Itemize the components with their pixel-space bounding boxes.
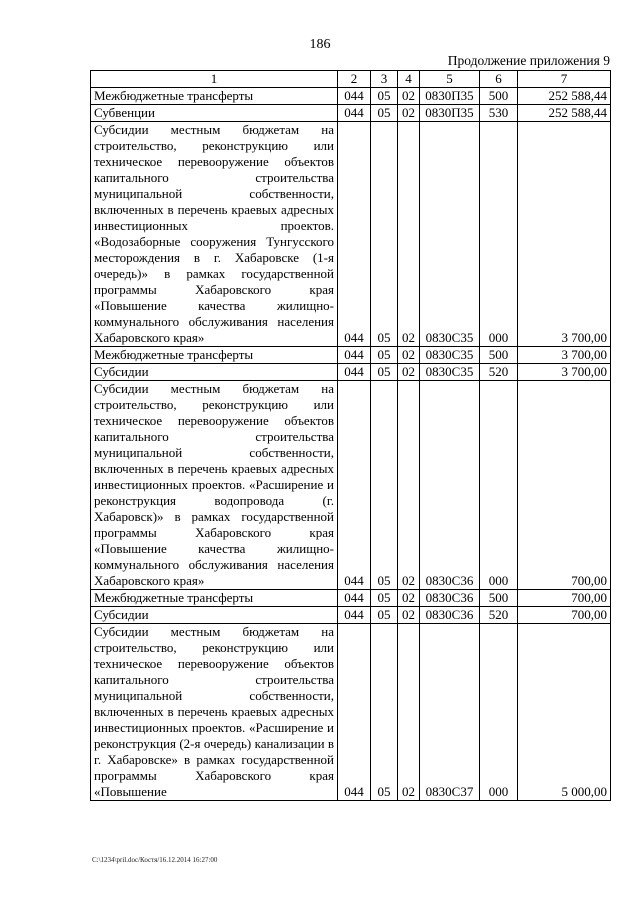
row-name-cell: Межбюджетные трансферты bbox=[91, 590, 338, 607]
target-article-cell: 0830С35 bbox=[420, 347, 480, 364]
column-header: 5 bbox=[420, 71, 480, 88]
table-row bbox=[91, 105, 611, 122]
table-row bbox=[91, 347, 611, 364]
expense-type-cell: 520 bbox=[480, 607, 518, 624]
subsection-code-cell: 02 bbox=[398, 381, 420, 590]
table-header-row bbox=[91, 71, 611, 88]
subsection-code-cell: 02 bbox=[398, 122, 420, 347]
expense-type-cell: 000 bbox=[480, 624, 518, 801]
target-article-cell: 0830С35 bbox=[420, 122, 480, 347]
row-name-cell: Субсидии местным бюджетам на строительство, реконструкцию или техническое перевооружение объектов капитального строительства муниципальной собственности, включенных в перечень краевых адресных инвестиционных проектов. «Водозаборные сооружения Тунгусского месторождения в г. Хабаровске (1-я очередь)» в рамках государственной программы Хабаровского края «Повышение качества жилищно-коммунального обслуживания населения Хабаровского края» bbox=[91, 122, 338, 347]
amount-cell: 3 700,00 bbox=[518, 364, 611, 381]
row-name-cell: Субсидии bbox=[91, 364, 338, 381]
section-code-cell: 05 bbox=[371, 624, 398, 801]
row-name-cell: Субсидии местным бюджетам на строительство, реконструкцию или техническое перевооружение объектов капитального строительства муниципальной собственности, включенных в перечень краевых адресных инвестиционных проектов. «Расширение и реконструкция (2-я очередь) канализации в г. Хабаровске» в рамках государственной программы Хабаровского края «Повышение bbox=[91, 624, 338, 801]
subsection-code-cell: 02 bbox=[398, 347, 420, 364]
amount-cell: 700,00 bbox=[518, 590, 611, 607]
continuation-note: Продолжение приложения 9 bbox=[447, 53, 610, 68]
row-name-cell: Межбюджетные трансферты bbox=[91, 347, 338, 364]
expense-type-cell: 500 bbox=[480, 88, 518, 105]
page-number: 186 bbox=[309, 37, 331, 52]
footer-file-path: C:\1234\pril.doc/Костя/16.12.2014 16:27:00 bbox=[92, 856, 218, 864]
grbs-code-cell: 044 bbox=[338, 347, 371, 364]
table-row bbox=[91, 122, 611, 347]
grbs-code-cell: 044 bbox=[338, 364, 371, 381]
section-code-cell: 05 bbox=[371, 364, 398, 381]
column-header: 4 bbox=[398, 71, 420, 88]
subsection-code-cell: 02 bbox=[398, 364, 420, 381]
amount-cell: 5 000,00 bbox=[518, 624, 611, 801]
table-row bbox=[91, 364, 611, 381]
amount-cell: 252 588,44 bbox=[518, 88, 611, 105]
target-article-cell: 0830П35 bbox=[420, 88, 480, 105]
subsection-code-cell: 02 bbox=[398, 105, 420, 122]
expense-type-cell: 000 bbox=[480, 122, 518, 347]
section-code-cell: 05 bbox=[371, 347, 398, 364]
column-header: 6 bbox=[480, 71, 518, 88]
row-name-cell: Межбюджетные трансферты bbox=[91, 88, 338, 105]
table-row bbox=[91, 624, 611, 801]
target-article-cell: 0830С36 bbox=[420, 607, 480, 624]
column-header: 7 bbox=[518, 71, 611, 88]
row-name-cell: Субсидии bbox=[91, 607, 338, 624]
section-code-cell: 05 bbox=[371, 381, 398, 590]
table-row bbox=[91, 88, 611, 105]
grbs-code-cell: 044 bbox=[338, 122, 371, 347]
expense-type-cell: 500 bbox=[480, 590, 518, 607]
amount-cell: 3 700,00 bbox=[518, 347, 611, 364]
table-row bbox=[91, 590, 611, 607]
amount-cell: 3 700,00 bbox=[518, 122, 611, 347]
subsection-code-cell: 02 bbox=[398, 624, 420, 801]
amount-cell: 700,00 bbox=[518, 381, 611, 590]
subsection-code-cell: 02 bbox=[398, 88, 420, 105]
column-header: 3 bbox=[371, 71, 398, 88]
table-row bbox=[91, 607, 611, 624]
row-name-cell: Субсидии местным бюджетам на строительство, реконструкцию или техническое перевооружение объектов капитального строительства муниципальной собственности, включенных в перечень краевых адресных инвестиционных проектов. «Расширение и реконструкция водопровода (г. Хабаровск)» в рамках государственной программы Хабаровского края «Повышение качества жилищно-коммунального обслуживания населения Хабаровского края» bbox=[91, 381, 338, 590]
subsection-code-cell: 02 bbox=[398, 607, 420, 624]
target-article-cell: 0830С37 bbox=[420, 624, 480, 801]
grbs-code-cell: 044 bbox=[338, 607, 371, 624]
section-code-cell: 05 bbox=[371, 105, 398, 122]
section-code-cell: 05 bbox=[371, 607, 398, 624]
budget-table bbox=[90, 70, 611, 801]
target-article-cell: 0830П35 bbox=[420, 105, 480, 122]
target-article-cell: 0830С36 bbox=[420, 381, 480, 590]
column-header: 1 bbox=[91, 71, 338, 88]
expense-type-cell: 000 bbox=[480, 381, 518, 590]
row-name-cell: Субвенции bbox=[91, 105, 338, 122]
target-article-cell: 0830С35 bbox=[420, 364, 480, 381]
grbs-code-cell: 044 bbox=[338, 381, 371, 590]
grbs-code-cell: 044 bbox=[338, 88, 371, 105]
section-code-cell: 05 bbox=[371, 590, 398, 607]
subsection-code-cell: 02 bbox=[398, 590, 420, 607]
target-article-cell: 0830С36 bbox=[420, 590, 480, 607]
expense-type-cell: 530 bbox=[480, 105, 518, 122]
grbs-code-cell: 044 bbox=[338, 590, 371, 607]
amount-cell: 252 588,44 bbox=[518, 105, 611, 122]
amount-cell: 700,00 bbox=[518, 607, 611, 624]
grbs-code-cell: 044 bbox=[338, 624, 371, 801]
table-row bbox=[91, 381, 611, 590]
expense-type-cell: 500 bbox=[480, 347, 518, 364]
expense-type-cell: 520 bbox=[480, 364, 518, 381]
grbs-code-cell: 044 bbox=[338, 105, 371, 122]
column-header: 2 bbox=[338, 71, 371, 88]
section-code-cell: 05 bbox=[371, 122, 398, 347]
section-code-cell: 05 bbox=[371, 88, 398, 105]
